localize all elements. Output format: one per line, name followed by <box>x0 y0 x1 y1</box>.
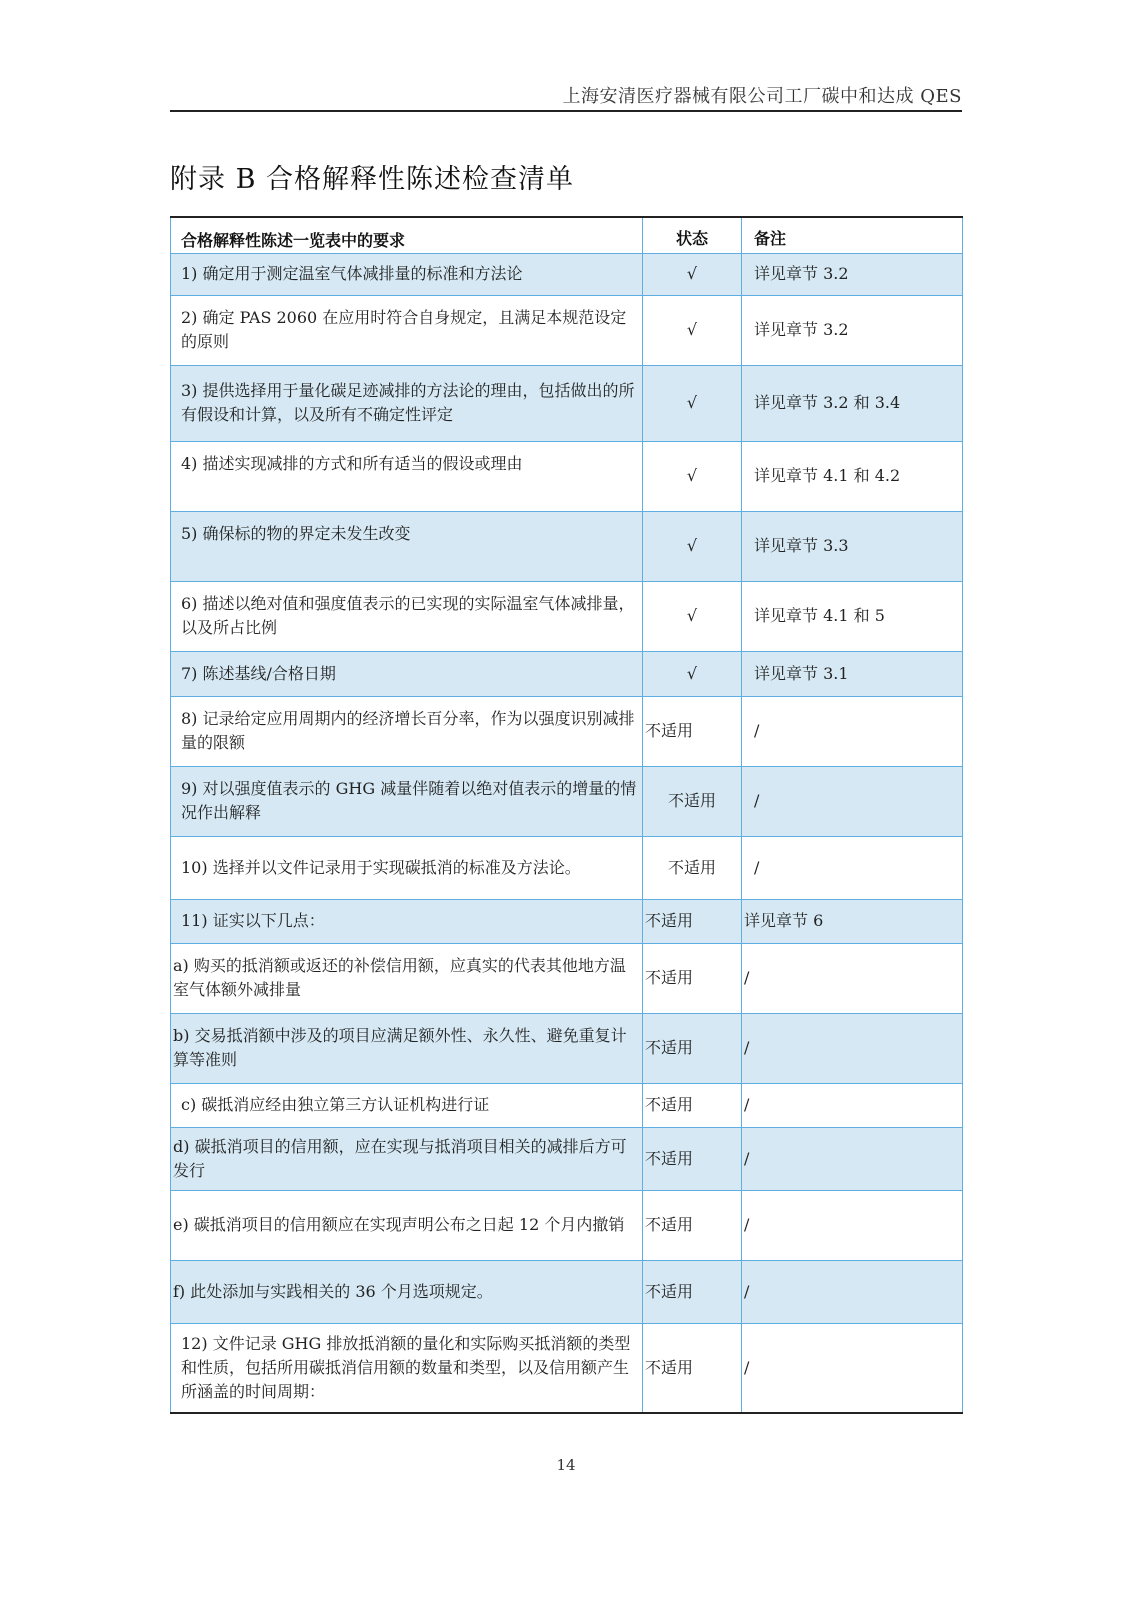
table-row <box>171 1083 963 1127</box>
section-title: 附录 B 合格解释性陈述检查清单 <box>170 164 575 195</box>
note-cell: 详见章节 4.1 和 4.2 <box>742 441 963 511</box>
status-cell: 不适用 <box>643 1127 742 1190</box>
table-header-row <box>171 217 963 253</box>
status-cell: √ <box>643 651 742 696</box>
status-cell: 不适用 <box>643 899 742 943</box>
status-cell: √ <box>643 365 742 441</box>
status-cell: 不适用 <box>643 696 742 766</box>
table-row <box>171 1013 963 1083</box>
table-row <box>171 253 963 295</box>
status-cell: √ <box>643 511 742 581</box>
requirement-cell: 10) 选择并以文件记录用于实现碳抵消的标准及方法论。 <box>171 836 643 899</box>
table-row <box>171 766 963 836</box>
table-row <box>171 696 963 766</box>
status-cell: 不适用 <box>643 1323 742 1413</box>
page-number: 14 <box>556 1456 576 1474</box>
note-cell: / <box>742 1127 963 1190</box>
note-cell: / <box>742 696 963 766</box>
table-row <box>171 295 963 365</box>
note-cell: 详见章节 6 <box>742 899 963 943</box>
status-cell: √ <box>643 581 742 651</box>
note-cell: 详见章节 3.1 <box>742 651 963 696</box>
checklist-table <box>170 216 963 1414</box>
note-cell: 详见章节 3.2 <box>742 295 963 365</box>
requirement-cell: 1) 确定用于测定温室气体减排量的标准和方法论 <box>171 253 643 295</box>
requirement-cell: a) 购买的抵消额或返还的补偿信用额，应真实的代表其他地方温室气体额外减排量 <box>171 943 643 1013</box>
header-rule <box>170 110 962 112</box>
status-cell: 不适用 <box>643 1013 742 1083</box>
note-cell: 详见章节 3.3 <box>742 511 963 581</box>
status-cell: 不适用 <box>643 836 742 899</box>
requirement-cell: 12) 文件记录 GHG 排放抵消额的量化和实际购买抵消额的类型和性质，包括所用碳抵消信用额的数量和类型，以及信用额产生所涵盖的时间周期： <box>171 1323 643 1413</box>
requirement-cell: f) 此处添加与实践相关的 36 个月选项规定。 <box>171 1260 643 1323</box>
checklist-table-container <box>170 216 962 1414</box>
status-cell: √ <box>643 295 742 365</box>
column-header-requirement: 合格解释性陈述一览表中的要求 <box>171 217 643 253</box>
status-cell: √ <box>643 253 742 295</box>
status-cell: 不适用 <box>643 766 742 836</box>
table-row <box>171 1190 963 1260</box>
note-cell: / <box>742 1083 963 1127</box>
requirement-cell: e) 碳抵消项目的信用额应在实现声明公布之日起 12 个月内撤销 <box>171 1190 643 1260</box>
note-cell: / <box>742 1190 963 1260</box>
note-cell: / <box>742 943 963 1013</box>
status-cell: 不适用 <box>643 1190 742 1260</box>
note-cell: / <box>742 766 963 836</box>
column-header-note: 备注 <box>742 217 963 253</box>
status-cell: √ <box>643 441 742 511</box>
table-row <box>171 581 963 651</box>
status-cell: 不适用 <box>643 943 742 1013</box>
requirement-cell: 7) 陈述基线/合格日期 <box>171 651 643 696</box>
requirement-cell: 6) 描述以绝对值和强度值表示的已实现的实际温室气体减排量，以及所占比例 <box>171 581 643 651</box>
requirement-cell: c) 碳抵消应经由独立第三方认证机构进行证 <box>171 1083 643 1127</box>
note-cell: / <box>742 1260 963 1323</box>
note-cell: / <box>742 1323 963 1413</box>
table-row <box>171 899 963 943</box>
table-row <box>171 1323 963 1413</box>
note-cell: / <box>742 836 963 899</box>
requirement-cell: d) 碳抵消项目的信用额，应在实现与抵消项目相关的减排后方可发行 <box>171 1127 643 1190</box>
note-cell: / <box>742 1013 963 1083</box>
note-cell: 详见章节 4.1 和 5 <box>742 581 963 651</box>
requirement-cell: 4) 描述实现减排的方式和所有适当的假设或理由 <box>171 441 643 511</box>
table-row <box>171 511 963 581</box>
status-cell: 不适用 <box>643 1083 742 1127</box>
requirement-cell: 3) 提供选择用于量化碳足迹减排的方法论的理由，包括做出的所有假设和计算，以及所有不确定性评定 <box>171 365 643 441</box>
note-cell: 详见章节 3.2 和 3.4 <box>742 365 963 441</box>
note-cell: 详见章节 3.2 <box>742 253 963 295</box>
table-row <box>171 651 963 696</box>
requirement-cell: 9) 对以强度值表示的 GHG 减量伴随着以绝对值表示的增量的情况作出解释 <box>171 766 643 836</box>
status-cell: 不适用 <box>643 1260 742 1323</box>
table-row <box>171 365 963 441</box>
table-row <box>171 836 963 899</box>
requirement-cell: 5) 确保标的物的界定未发生改变 <box>171 511 643 581</box>
requirement-cell: 8) 记录给定应用周期内的经济增长百分率，作为以强度识别减排量的限额 <box>171 696 643 766</box>
requirement-cell: 11) 证实以下几点： <box>171 899 643 943</box>
table-row <box>171 1127 963 1190</box>
table-row <box>171 943 963 1013</box>
requirement-cell: b) 交易抵消额中涉及的项目应满足额外性、永久性、避免重复计算等准则 <box>171 1013 643 1083</box>
requirement-cell: 2) 确定 PAS 2060 在应用时符合自身规定，且满足本规范设定的原则 <box>171 295 643 365</box>
running-header: 上海安清医疗器械有限公司工厂碳中和达成 QES <box>562 86 962 107</box>
table-row <box>171 441 963 511</box>
table-row <box>171 1260 963 1323</box>
column-header-status: 状态 <box>643 217 742 253</box>
